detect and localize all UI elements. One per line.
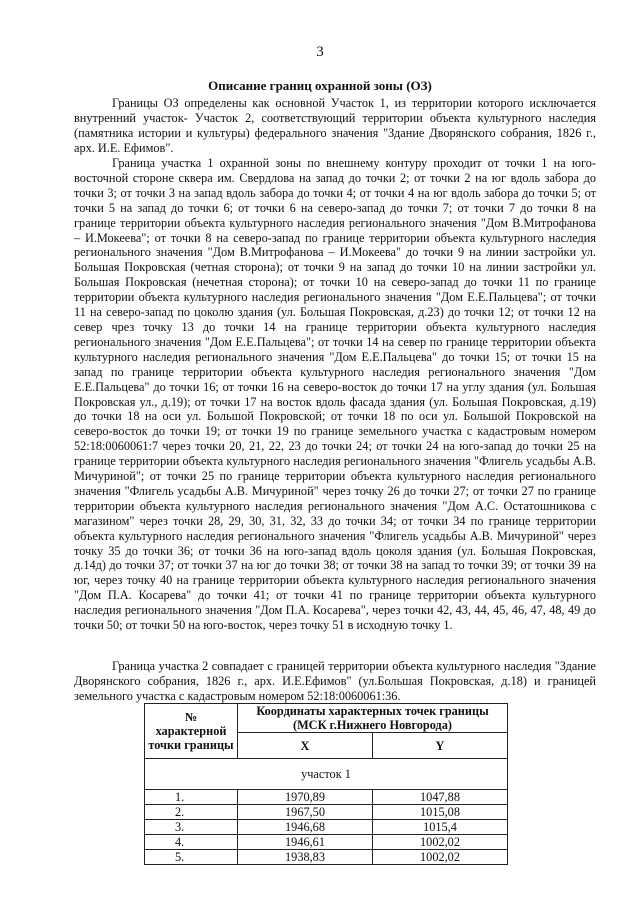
point-number: 1. [145,790,238,805]
point-number: 5. [145,850,238,865]
table-row [145,805,508,820]
paragraph-boundary-2 [74,659,596,704]
header-point-number: № характерной точки границы [145,704,238,759]
page-number: 3 [316,44,324,60]
point-number: 2. [145,805,238,820]
section-label: участок 1 [145,759,508,790]
paragraph-text: Граница участка 2 совпадает с границей территории объекта культурного наследия "Здание Дворянского собрания, 1826 г., арх. И.Е.Ефимов" (ул.Большая Покровская, д.18) и границей земельного участка с кадастровым номером 52:18:0060061:36. [74,659,596,703]
header-coordinates: Координаты характерных точек границы (МСК г.Нижнего Новгорода) [238,704,508,733]
coordinates-table [144,703,508,865]
header-y: Y [373,733,508,759]
table-row [145,790,508,805]
paragraph-text: Границы ОЗ определены как основной Участок 1, из территории которого исключается внутренний участок- Участок 2, соответствующий территории объекта культурного наследия (памятника истории и культуры) федерального значения "Здание Дворянского собрания, 1826 г., арх. И.Е. Ефимов". [74,96,596,155]
coord-x: 1946,68 [238,820,373,835]
header-x: X [238,733,373,759]
coord-y: 1002,02 [373,850,508,865]
coord-y: 1015,08 [373,805,508,820]
table-row [145,835,508,850]
table-row [145,820,508,835]
table-row [145,850,508,865]
coord-y: 1002,02 [373,835,508,850]
paragraph-boundary-1 [74,156,596,633]
coord-y: 1015,4 [373,820,508,835]
paragraph-text: Граница участка 1 охранной зоны по внешнему контуру проходит от точки 1 на юго-восточной стороне сквера им. Свердлова на запад до точки 2; от точки 2 на юг вдоль забора до точки 3; от точки 3 на запад вдоль забора до точки 4; от точки 4 на юг вдоль забора до точки 5; от точки 5 на запад до точки 6; от точки 6 на северо-запад до точки 7; от точки 7 до точки 8 на границе территории объекта культурного наследия регионального значения "Дом В.Митрофанова – И.Мокеева"; от точки 8 на северо-запад по границе территории объекта культурного наследия регионального значения "Дом В.Митрофанова – И.Мокеева" до точки 9 на линии застройки ул. Большая Покровская (четная сторона); от точки 9 на запад до точки 10 на линии застройки ул. Большая Покровская (нечетная сторона); от точки 10 на северо-запад до точки 11 по границе территории объекта культурного наследия регионального значения "Дом Е.Е.Пальцева"; от точки 11 на северо-запад по цоколю здания (ул. Большая Покровская, д.23) до точки 12; от точки 12 на север чрез точку 13 до точки 14 на границе территории объекта культурного наследия регионального значения "Дом Е.Е.Пальцева"; от точки 14 на север по границе территории объекта культурного наследия регионального значения "Дом Е.Е.Пальцева" до точки 15; от точки 15 на запад по границе территории объекта культурного наследия регионального значения "Дом Е.Е.Пальцева" до точки 16; от точки 16 на северо-восток до точки 17 на углу здания (ул. Большая Покровская ул., д.19); от точки 17 на восток вдоль фасада здания (ул. Большая Покровская, д.19) до точки 18 на оси ул. Большой Покровской; от точки 18 по оси ул. Большой Покровской на северо-восток до точки 19; от точки 19 по границе земельного участка с кадастровым номером 52:18:0060061:7 через точки 20, 21, 22, 23 до точки 24; от точки 24 на юго-запад до точки 25 на границе территории объекта культурного наследия регионального значения "Флигель усадьбы А.В. Мичуриной"; от точки 25 по границе территории объекта культурного наследия регионального значения "Флигель усадьбы А.В. Мичуриной" через точку 26 до точки 27; от точки 27 по границе территории объекта культурного наследия регионального значения "Дом А.С. Остатошникова с магазином" через точки 28, 29, 30, 31, 32, 33 до точки 34; от точки 34 по границе территории объекта культурного наследия регионального значения "Флигель усадьбы А.В. Мичуриной" через точку 35 до точки 36; от точки 36 на юго-запад вдоль цоколя здания (ул. Большая Покровская, д.14д) до точки 37; от точки 37 на юг до точки 38; от точки 38 на запад то точки 39; от точки 39 на юг, через точку 40 на границе территории объекта культурного наследия регионального значения "Дом П.А. Косарева" до точки 41; от точки 41 по границе территории объекта культурного наследия регионального значения "Дом П.А. Косарева", через точки 42, 43, 44, 45, 46, 47, 48, 49 до точки 50; от точки 50 на юго-восток, через точку 51 в исходную точку 1. [74,156,596,633]
coord-y: 1047,88 [373,790,508,805]
point-number: 3. [145,820,238,835]
coord-x: 1938,83 [238,850,373,865]
coord-x: 1970,89 [238,790,373,805]
document-title: Описание границ охранной зоны (ОЗ) [208,78,432,93]
paragraph-intro [74,96,596,156]
coord-x: 1967,50 [238,805,373,820]
point-number: 4. [145,835,238,850]
section-row [145,759,508,790]
coord-x: 1946,61 [238,835,373,850]
